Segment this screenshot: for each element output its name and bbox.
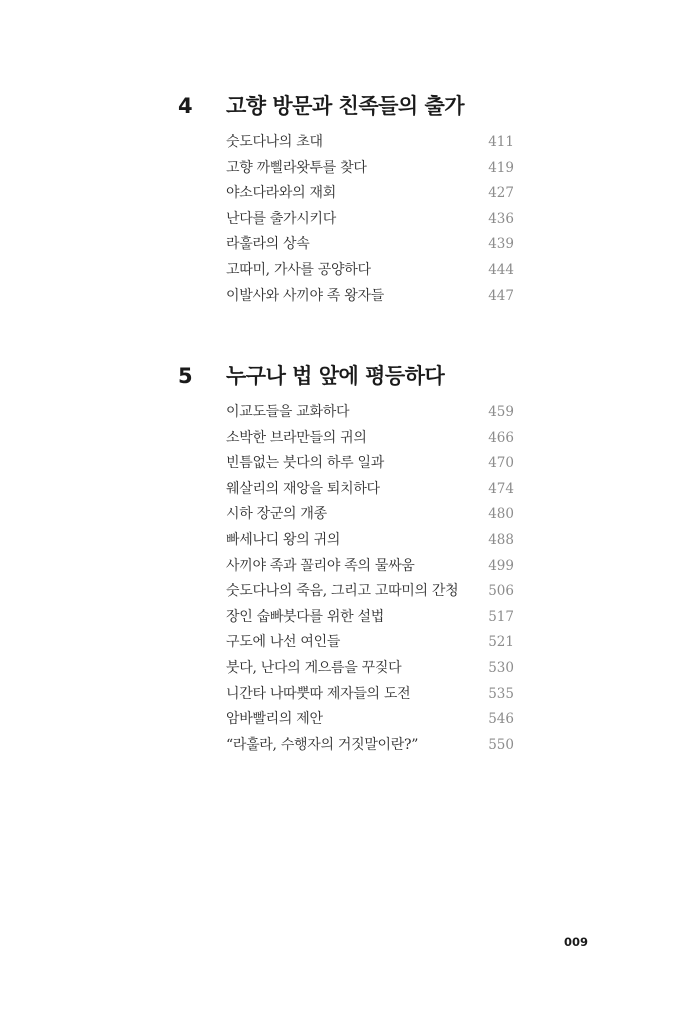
toc-entry-title: 암바빨리의 제안 — [226, 711, 323, 728]
toc-entry-title: “라훌라, 수행자의 거짓말이란?” — [226, 736, 419, 753]
part-number: 4 — [178, 94, 193, 118]
part-4-section — [0, 92, 680, 311]
toc-entry — [0, 158, 680, 184]
toc-entry — [0, 735, 680, 761]
part-5-section — [0, 362, 680, 760]
toc-entry-title: 이교도들을 교화하다 — [226, 404, 350, 420]
toc-entry-title: 고따미, 가사를 공양하다 — [226, 261, 371, 278]
toc-entry — [0, 581, 680, 607]
toc-entry-title: 니간타 나따뿟따 제자들의 도전 — [226, 685, 411, 702]
toc-entry — [0, 556, 680, 582]
toc-entry — [0, 530, 680, 556]
toc-entry — [0, 402, 680, 428]
part-title: 고향 방문과 친족들의 출가 — [226, 94, 465, 118]
toc-entry — [0, 183, 680, 209]
toc-entry — [0, 658, 680, 684]
page-number: 009 — [563, 935, 588, 949]
part-4-heading — [0, 92, 680, 132]
toc-entry — [0, 453, 680, 479]
toc-entry — [0, 479, 680, 505]
toc-entry-page: 427 — [488, 185, 514, 202]
toc-entry-page: 499 — [488, 557, 514, 574]
toc-entry — [0, 234, 680, 260]
toc-entry-page: 444 — [488, 261, 514, 278]
toc-entry-title: 숫도다나의 초대 — [226, 134, 323, 150]
toc-entry-title: 빈틈없는 붓다의 하루 일과 — [226, 455, 384, 472]
toc-entry — [0, 684, 680, 710]
toc-entry-page: 517 — [488, 608, 514, 625]
part-4-entries — [0, 132, 680, 311]
toc-entry-page: 535 — [488, 685, 514, 702]
toc-entry-title: 라훌라의 상속 — [226, 236, 310, 253]
toc-entry — [0, 709, 680, 735]
toc-entry-title: 붓다, 난다의 게으름을 꾸짖다 — [226, 659, 402, 676]
part-number: 5 — [178, 364, 193, 388]
toc-entry-title: 장인 숩빠붓다를 위한 설법 — [226, 608, 384, 625]
toc-entry — [0, 504, 680, 530]
toc-entry-title: 이발사와 사끼야 족 왕자들 — [226, 287, 384, 304]
toc-entry-title: 야소다라와의 재회 — [226, 185, 336, 202]
toc-entry-title: 웨살리의 재앙을 퇴치하다 — [226, 480, 380, 497]
toc-entry-page: 530 — [488, 659, 514, 676]
toc-entry-page: 488 — [488, 531, 514, 548]
toc-entry-title: 난다를 출가시키다 — [226, 210, 336, 227]
toc-entry — [0, 607, 680, 633]
toc-entry-page: 411 — [488, 134, 514, 150]
toc-entry — [0, 209, 680, 235]
part-5-heading — [0, 362, 680, 402]
toc-entry-page: 419 — [488, 159, 514, 176]
toc-entry-title: 고향 까삘라왓투를 찾다 — [226, 159, 367, 176]
toc-entry-page: 439 — [488, 236, 514, 253]
toc-entry-page: 474 — [488, 480, 514, 497]
toc-entry-page: 506 — [488, 583, 514, 600]
part-title: 누구나 법 앞에 평등하다 — [226, 364, 445, 388]
toc-entry-page: 546 — [488, 711, 514, 728]
toc-entry-title: 구도에 나선 여인들 — [226, 634, 341, 651]
toc-entry-title: 사끼야 족과 꼴리야 족의 물싸움 — [226, 557, 415, 574]
toc-entry — [0, 260, 680, 286]
toc-entry-title: 시하 장군의 개종 — [226, 506, 327, 523]
toc-entry — [0, 286, 680, 312]
toc-entry-page: 480 — [488, 506, 514, 523]
toc-entry-page: 521 — [488, 634, 514, 651]
toc-entry-page: 459 — [488, 404, 514, 420]
toc-entry — [0, 632, 680, 658]
toc-entry-page: 436 — [488, 210, 514, 227]
toc-entry-title: 소박한 브라만들의 귀의 — [226, 429, 367, 446]
toc-entry-page: 447 — [488, 287, 514, 304]
toc-entry-title: 숫도다나의 죽음, 그리고 고따미의 간청 — [226, 583, 459, 600]
toc-entry-page: 466 — [488, 429, 514, 446]
toc-entry-page: 470 — [488, 455, 514, 472]
part-5-entries — [0, 402, 680, 760]
toc-entry — [0, 428, 680, 454]
toc-entry — [0, 132, 680, 158]
toc-entry-page: 550 — [488, 736, 514, 753]
toc-entry-title: 빠세나디 왕의 귀의 — [226, 531, 341, 548]
